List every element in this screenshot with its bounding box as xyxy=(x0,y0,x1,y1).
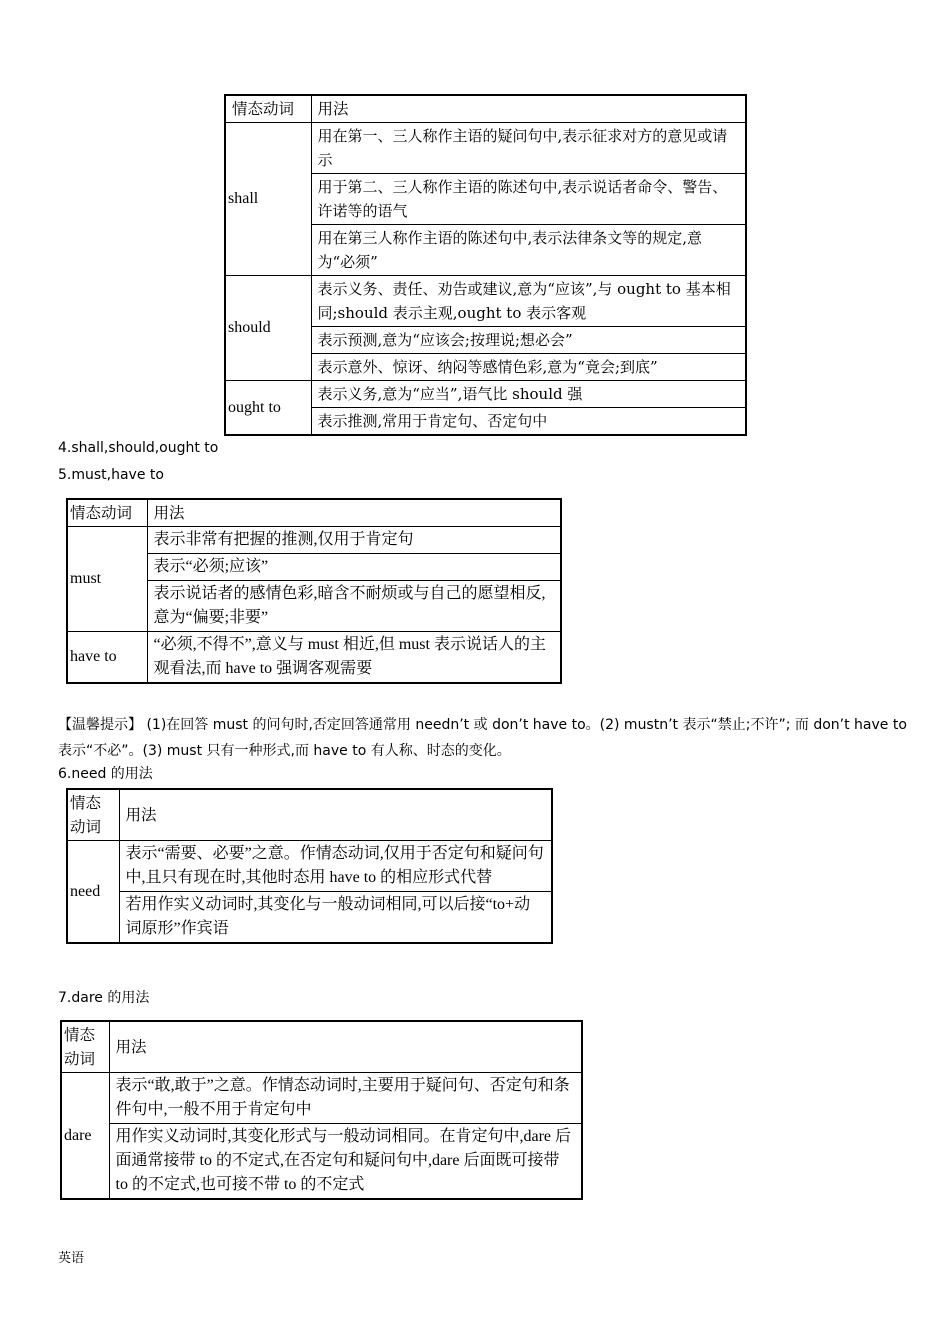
table-row xyxy=(67,892,552,944)
table-header-row xyxy=(67,789,552,841)
usage-cell: 表示说话者的感情色彩,暗含不耐烦或与自己的愿望相反,意为“偏要;非要” xyxy=(147,581,561,632)
usage-cell: 用在第一、三人称作主语的疑问句中,表示征求对方的意见或请示 xyxy=(311,123,746,174)
modal-table-dare xyxy=(60,1020,583,1200)
modal-table-must-have-to xyxy=(66,498,562,684)
section-heading-5: 5.must,have to xyxy=(58,467,164,483)
usage-cell: 表示义务、责任、劝告或建议,意为“应该”,与 ought to 基本相同;should 表示主观,ought to 表示客观 xyxy=(311,276,746,327)
verb-cell: should xyxy=(225,276,311,381)
table-header-row xyxy=(225,95,746,123)
usage-cell: 表示非常有把握的推测,仅用于肯定句 xyxy=(147,527,561,554)
table-row xyxy=(225,123,746,174)
usage-cell: 若用作实义动词时,其变化与一般动词相同,可以后接“to+动词原形”作宾语 xyxy=(119,892,552,944)
verb-cell: shall xyxy=(225,123,311,276)
usage-cell: 表示意外、惊讶、纳闷等感情色彩,意为“竟会;到底” xyxy=(311,354,746,381)
table-row xyxy=(67,527,561,554)
table-row xyxy=(67,632,561,684)
section-heading-7: 7.dare 的用法 xyxy=(58,990,150,1006)
section-heading-4: 4.shall,should,ought to xyxy=(58,440,219,456)
table-row xyxy=(225,276,746,327)
header-verb: 情态动词 xyxy=(67,499,147,527)
usage-cell: 表示推测,常用于肯定句、否定句中 xyxy=(311,408,746,436)
usage-cell: 用在第三人称作主语的陈述句中,表示法律条文等的规定,意为“必须” xyxy=(311,225,746,276)
usage-cell: 用于第二、三人称作主语的陈述句中,表示说话者命令、警告、许诺等的语气 xyxy=(311,174,746,225)
table-header-row xyxy=(67,499,561,527)
usage-cell: 表示“必须;应该” xyxy=(147,554,561,581)
header-verb: 情态动词 xyxy=(225,95,311,123)
usage-cell: 表示“需要、必要”之意。作情态动词,仅用于否定句和疑问句中,且只有现在时,其他时态用 have to 的相应形式代替 xyxy=(119,841,552,892)
usage-cell: 表示义务,意为“应当”,语气比 should 强 xyxy=(311,381,746,408)
header-usage: 用法 xyxy=(109,1021,582,1073)
header-usage: 用法 xyxy=(311,95,746,123)
section-heading-6: 6.need 的用法 xyxy=(58,766,153,782)
table-header-row xyxy=(61,1021,582,1073)
header-usage: 用法 xyxy=(147,499,561,527)
verb-cell: ought to xyxy=(225,381,311,436)
verb-cell: have to xyxy=(67,632,147,684)
warm-tip: 【温馨提示】 (1)在回答 must 的问句时,否定回答通常用 needn’t 或 don’t have to。(2) mustn’t 表示“禁止;不许”; 而 don’t have to 表示“不必”。(3) must 只有一种形式,而 have to 有人称、时态的变化。 xyxy=(58,717,907,759)
verb-cell: dare xyxy=(61,1073,109,1200)
table-row xyxy=(61,1124,582,1200)
usage-cell: 表示预测,意为“应该会;按理说;想必会” xyxy=(311,327,746,354)
usage-cell: “必须,不得不”,意义与 must 相近,但 must 表示说话人的主观看法,而 have to 强调客观需要 xyxy=(147,632,561,684)
modal-table-shall-should-ought xyxy=(224,94,747,436)
usage-cell: 表示“敢,敢于”之意。作情态动词时,主要用于疑问句、否定句和条件句中,一般不用于肯定句中 xyxy=(109,1073,582,1124)
table-row xyxy=(225,381,746,408)
verb-cell: must xyxy=(67,527,147,632)
header-verb: 情态动词 xyxy=(61,1021,109,1073)
verb-cell: need xyxy=(67,841,119,944)
header-usage: 用法 xyxy=(119,789,552,841)
page-footer: 英语 xyxy=(58,1251,85,1266)
table-row xyxy=(61,1073,582,1124)
modal-table-need xyxy=(66,788,553,944)
table-row xyxy=(67,841,552,892)
header-verb: 情态动词 xyxy=(67,789,119,841)
usage-cell: 用作实义动词时,其变化形式与一般动词相同。在肯定句中,dare 后面通常接带 to 的不定式,在否定句和疑问句中,dare 后面既可接带 to 的不定式,也可接不带 to 的不定式 xyxy=(109,1124,582,1200)
